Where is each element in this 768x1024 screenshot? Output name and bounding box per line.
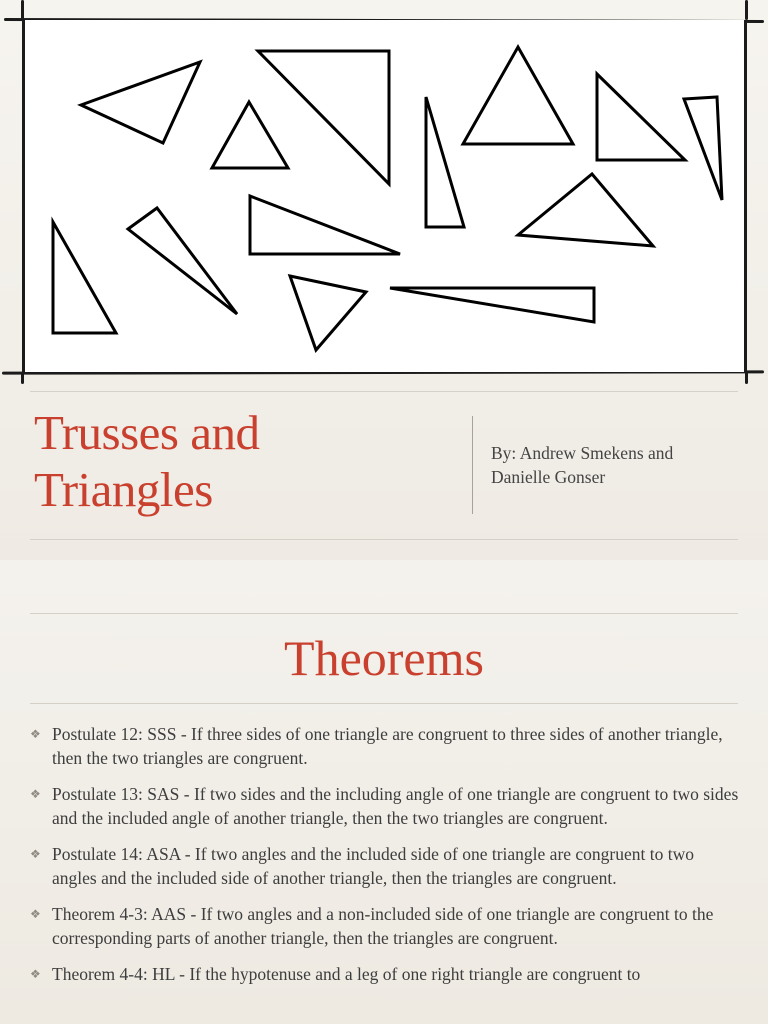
- theorems-title: Theorems: [284, 630, 484, 686]
- triangle-9: [128, 208, 237, 314]
- triangle-13: [390, 288, 594, 322]
- triangle-12: [290, 276, 366, 350]
- bullet-icon: ❖: [30, 787, 41, 801]
- list-item: [30, 962, 742, 986]
- theorem-text: Postulate 13: SAS - If two sides and the including angle of one triangle are congruent to two sides and the included angle of another triangle, then the two triangles are congruent.: [52, 784, 739, 828]
- bullet-icon: ❖: [30, 907, 41, 921]
- triangle-6: [597, 74, 685, 160]
- title-top-rule: [30, 391, 738, 392]
- list-item: [30, 722, 742, 770]
- triangle-10: [250, 196, 400, 254]
- byline-line1: By: Andrew Smekens and: [491, 443, 674, 463]
- list-item: [30, 842, 742, 890]
- bullet-icon: ❖: [30, 727, 41, 741]
- triangles-illustration: [3, 0, 768, 392]
- triangle-2: [212, 102, 288, 168]
- author-byline: [491, 441, 731, 489]
- theorems-top-rule: [30, 613, 738, 614]
- slide-title-line1: Trusses and: [34, 405, 260, 460]
- theorem-text: Theorem 4-4: HL - If the hypotenuse and a leg of one right triangle are congruent to: [52, 964, 641, 984]
- bullet-icon: ❖: [30, 967, 41, 981]
- triangle-11: [518, 174, 653, 246]
- slide-title: [34, 404, 454, 518]
- byline-line2: Danielle Gonser: [491, 467, 606, 487]
- triangle-3: [258, 51, 389, 184]
- triangle-5: [463, 47, 573, 144]
- slide-title-line2: Triangles: [34, 462, 213, 517]
- triangle-8: [53, 222, 116, 333]
- title-bottom-rule: [30, 539, 738, 540]
- list-item: [30, 902, 742, 950]
- list-item: [30, 782, 742, 830]
- triangle-7: [684, 97, 722, 200]
- theorem-text: Theorem 4-3: AAS - If two angles and a non-included side of one triangle are congruent to the corresponding parts of another triangle, then the triangles are congruent.: [52, 904, 714, 948]
- title-divider: [472, 416, 473, 514]
- theorem-list: [30, 722, 742, 998]
- bullet-icon: ❖: [30, 847, 41, 861]
- theorem-text: Postulate 14: ASA - If two angles and the included side of one triangle are congruent to two angles and the included side of another triangle, then the triangles are congruent.: [52, 844, 695, 888]
- triangle-1: [81, 62, 200, 143]
- triangle-4: [426, 97, 464, 227]
- triangles-drawing: [22, 20, 747, 372]
- theorem-text: Postulate 12: SSS - If three sides of one triangle are congruent to three sides of another triangle, then the two triangles are congruent.: [52, 724, 723, 768]
- theorems-title-rule: [30, 703, 738, 704]
